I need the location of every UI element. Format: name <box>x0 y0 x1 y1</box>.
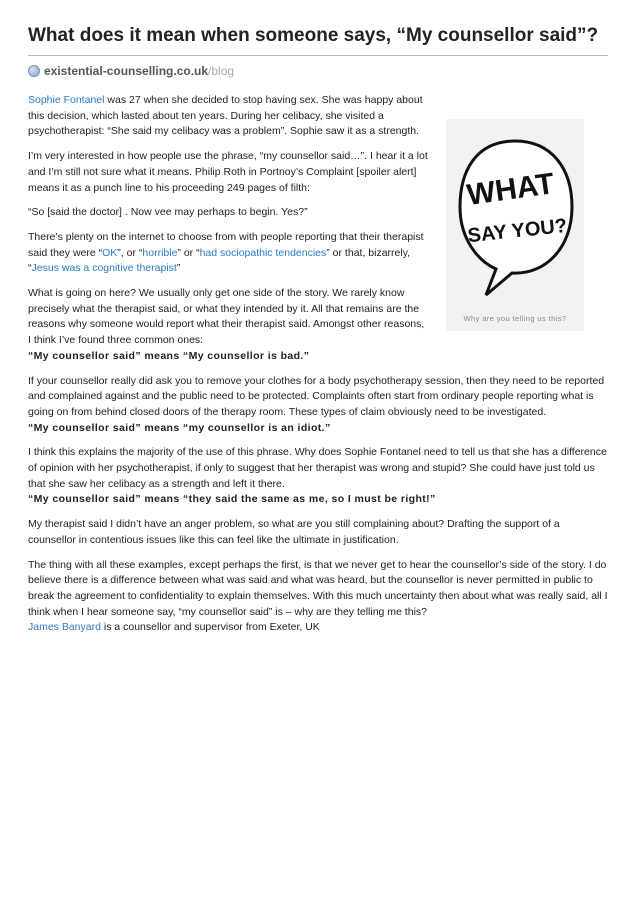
james-banyard-link[interactable]: James Banyard <box>28 621 101 634</box>
title-divider <box>28 55 608 56</box>
clothes-text: If your counsellor really did ask you to remove your clothes for a body psychotherapy session, then they need to be reported and complained against and the public need to be protected. Complaints often start from ordinary people reporting what is going on from behind closed doors of the therapy room. These types of claim obviously need to be investigated. <box>28 374 605 418</box>
paragraph-intro <box>28 93 428 140</box>
horrible-link[interactable]: horrible <box>142 246 178 259</box>
conclusion-text: The thing with all these examples, except perhaps the first, is that we never get to hear the counsellor’s side of the story. I do believe there is a difference between what was said and what was heard, but the counsellor is never permitted in public to break the agreement to confidentiality to explain themselves. With this much uncertainty then about what was really said, all I think when I hear someone say, “my counsellor said” is – why are they telling me this? <box>28 558 608 618</box>
paragraph-majority <box>28 445 608 508</box>
paragraph-one-side <box>28 286 428 365</box>
paragraph-internet <box>28 230 428 277</box>
jesus-link[interactable]: Jesus was a cognitive therapist <box>31 262 177 275</box>
source-domain-link[interactable]: existential-counselling.co.uk <box>44 64 209 78</box>
heading-bad: “My counsellor said” means “My counsellor is bad.” <box>28 349 310 362</box>
ok-link[interactable]: OK <box>102 246 118 259</box>
heading-right: “My counsellor said” means “they said the same as me, so I must be right!” <box>28 493 436 506</box>
author-text: is a counsellor and supervisor from Exeter, UK <box>100 621 320 634</box>
page-title: What does it mean when someone says, “My counsellor said”? <box>28 25 599 46</box>
internet-text-1: There’s plenty on the internet to choose from with people reporting that their therapist said they were “ <box>28 230 424 259</box>
art-text-say-you: SAY YOU? <box>466 214 569 248</box>
internet-text-5: ” <box>176 262 181 275</box>
paragraph-quote: “So [said the doctor] . Now vee may perhaps to begin. Yes?” <box>28 206 308 219</box>
majority-text: I think this explains the majority of the use of this phrase. Why does Sophie Fontanel need to tell us that she has a difference of opinion with her psychotherapist, if only to suggest that her therapist was wrong and stupid? She could have just told us that she saw her celibacy as a strength and left it there. <box>28 446 607 490</box>
source-path: /blog <box>208 64 235 78</box>
internet-text-3: ” or “ <box>177 246 200 259</box>
paragraph-clothes <box>28 374 608 437</box>
image-caption: Why are you telling us this? <box>463 314 567 323</box>
paragraph-conclusion <box>28 558 608 637</box>
art-text-what: WHAT <box>464 167 557 213</box>
intro-text: was 27 when she decided to stop having sex. She was happy about this decision, which lasted about ten years. During her celibacy, she visited a psychotherapist: “She said my celibacy was a problem”. Sophie saw it as a strength. <box>28 94 423 138</box>
paragraph-phrase: I’m very interested in how people use the phrase, “my counsellor said…”. I hear it a lot and I’m still not sure what it means. Philip Roth in Portnoy’s Complaint [spoiler alert] means it as a punch line to his proceeding 249 pages of filth: <box>28 150 428 194</box>
article-image <box>446 119 584 331</box>
internet-text-4: ” or that, bizarrely, “ <box>28 246 411 275</box>
paragraph-anger: My therapist said I didn’t have an anger problem, so what are you still complaining about? Drafting the support of a counsellor in contentious issues like this can feel like the ultimate in justification. <box>28 518 560 546</box>
internet-text-2: ”, or “ <box>117 246 143 259</box>
one-side-text: What is going on here? We usually only get one side of the story. We rarely know precisely what the therapist said, or what they intended by it. All that remains are the reasons why someone would report what their therapist said. Amongst other reasons, I think I’ve found three common ones: <box>28 287 425 347</box>
source-line <box>28 63 608 79</box>
sociopathic-link[interactable]: had sociopathic tendencies <box>199 246 327 259</box>
heading-idiot: “My counsellor said” means “my counsellor is an idiot.” <box>28 421 331 434</box>
speech-bubble-illustration <box>446 119 584 309</box>
sophie-fontanel-link[interactable]: Sophie Fontanel <box>28 94 105 106</box>
globe-icon <box>28 65 40 77</box>
